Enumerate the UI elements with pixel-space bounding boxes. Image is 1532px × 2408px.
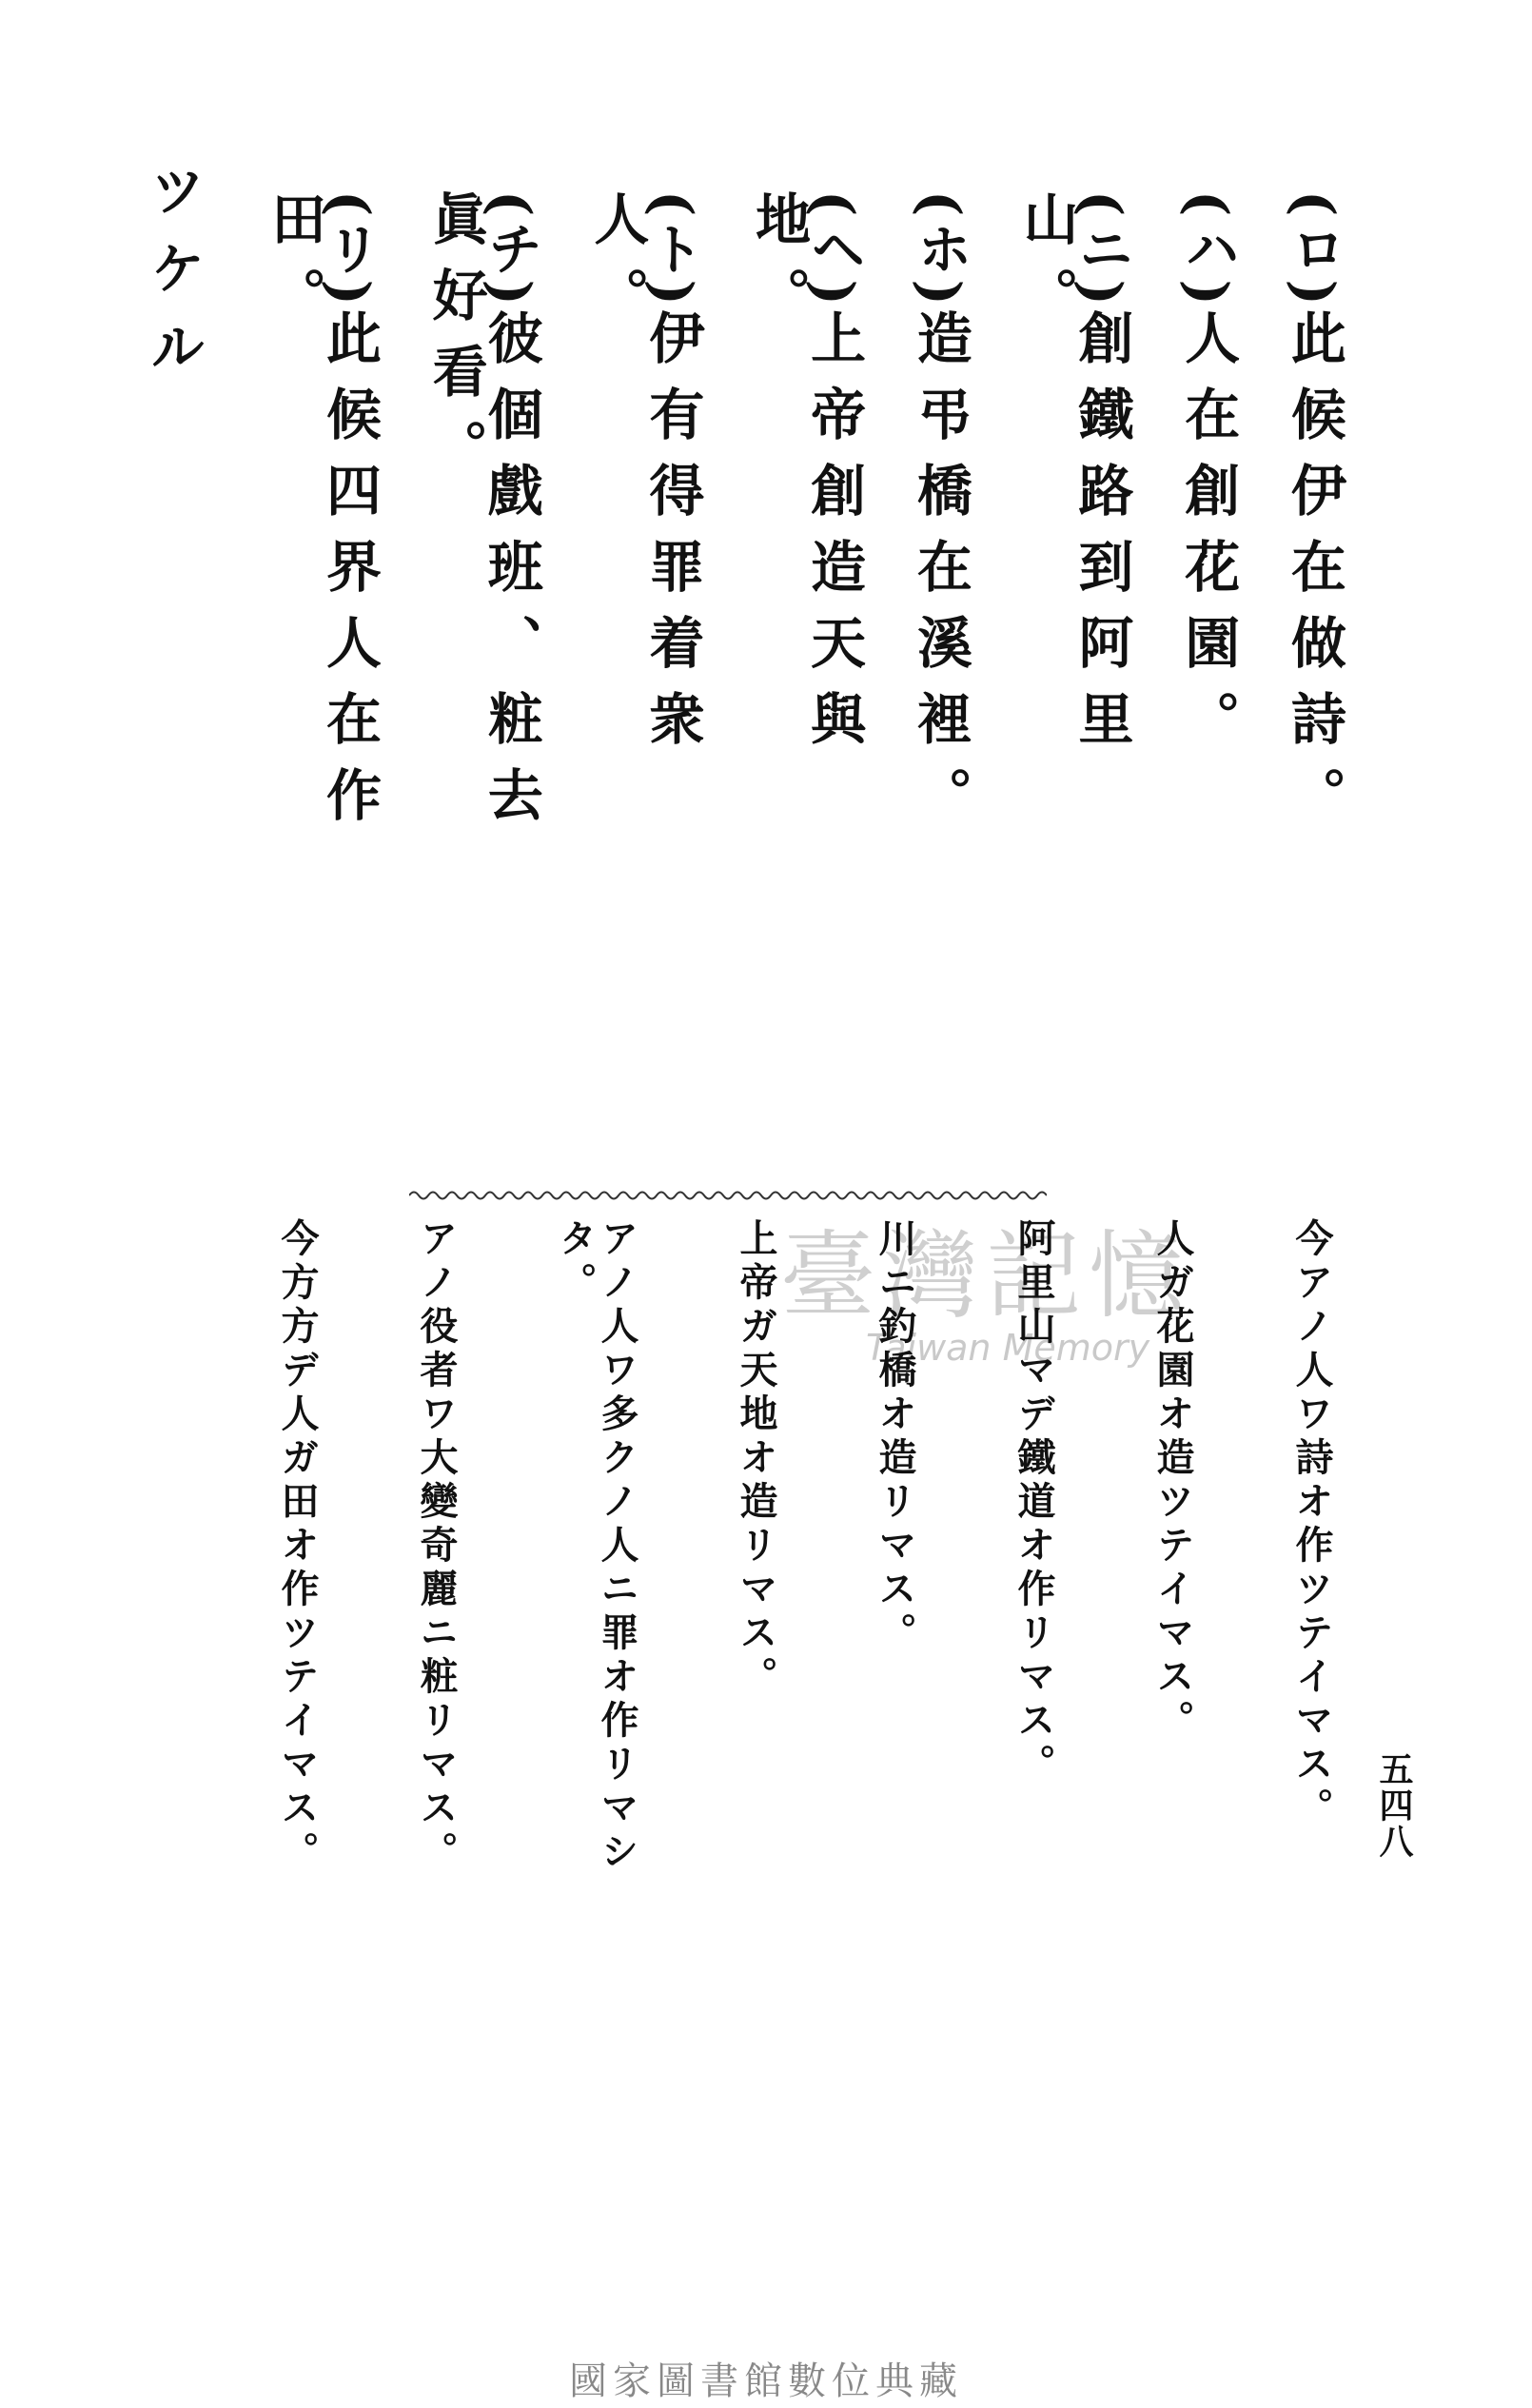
sentence-text: 造弔橋在溪裡。 — [907, 308, 972, 842]
sentence-text: 上帝創造天與地。 — [746, 190, 867, 766]
translation-line: 今方方デ人ガ田オ作ツテイマス。 — [275, 1218, 320, 1875]
sentence-marker: (ロ) — [1281, 190, 1346, 309]
sentence-he — [746, 190, 867, 914]
translation-line: 今アノ人ワ詩オ作ツテイマス。 — [1289, 1218, 1334, 1831]
sentence-chi — [422, 190, 543, 914]
japanese-translations — [276, 1218, 1332, 1942]
translation-line: アノ人ワ多クノ人ニ罪オ作リマシタ。 — [553, 1218, 639, 1875]
sentence-marker: (ト) — [639, 190, 705, 309]
sentence-marker: (ハ) — [1175, 190, 1241, 309]
sentence-text: 彼個戲班、粧去眞好看。 — [422, 190, 543, 842]
translation-line: 川ニ釣橋オ造リマス。 — [873, 1218, 917, 1656]
sentence-marker: (リ) — [317, 190, 382, 309]
sentence-marker: (チ) — [478, 190, 543, 309]
header-word: ツケル — [141, 162, 206, 396]
sentence-text: 此候四界人在作田。 — [262, 190, 382, 842]
sentence-text: 人在創花園。 — [1175, 308, 1241, 766]
sentence-ho — [907, 190, 972, 914]
page-number: 五四八 — [1374, 1751, 1414, 1860]
sentence-text: 伊有得罪着衆人。 — [584, 190, 705, 766]
translation-line: 阿里山マデ鐵道オ作リマス。 — [1012, 1218, 1056, 1787]
watermark-cjk: 臺灣記憶 — [780, 1220, 1191, 1332]
sentence-ri — [262, 190, 382, 914]
sentence-ni — [1013, 190, 1134, 914]
translation-line: 上帝ガ天地オ造リマス。 — [734, 1218, 778, 1700]
sentence-marker: (ニ) — [1069, 190, 1134, 309]
sentence-marker: (ヘ) — [801, 190, 867, 309]
sentence-ha — [1175, 190, 1241, 914]
sentence-text: 創鐵路到阿里山。 — [1013, 190, 1134, 766]
sentence-ro — [1281, 190, 1346, 914]
sentence-text: 此候伊在做詩。 — [1281, 308, 1346, 842]
sentence-to — [584, 190, 705, 914]
example-sentences — [262, 190, 1346, 914]
watermark-english: Taiwan Memory — [866, 1327, 1150, 1369]
library-footer: 國家圖書館數位典藏 — [569, 2359, 963, 2403]
sentence-marker: (ホ) — [907, 190, 972, 309]
translation-line: アノ役者ワ大變奇麗ニ粧リマス。 — [414, 1218, 459, 1875]
translation-line: 人ガ花園オ造ツテイマス。 — [1150, 1218, 1195, 1744]
